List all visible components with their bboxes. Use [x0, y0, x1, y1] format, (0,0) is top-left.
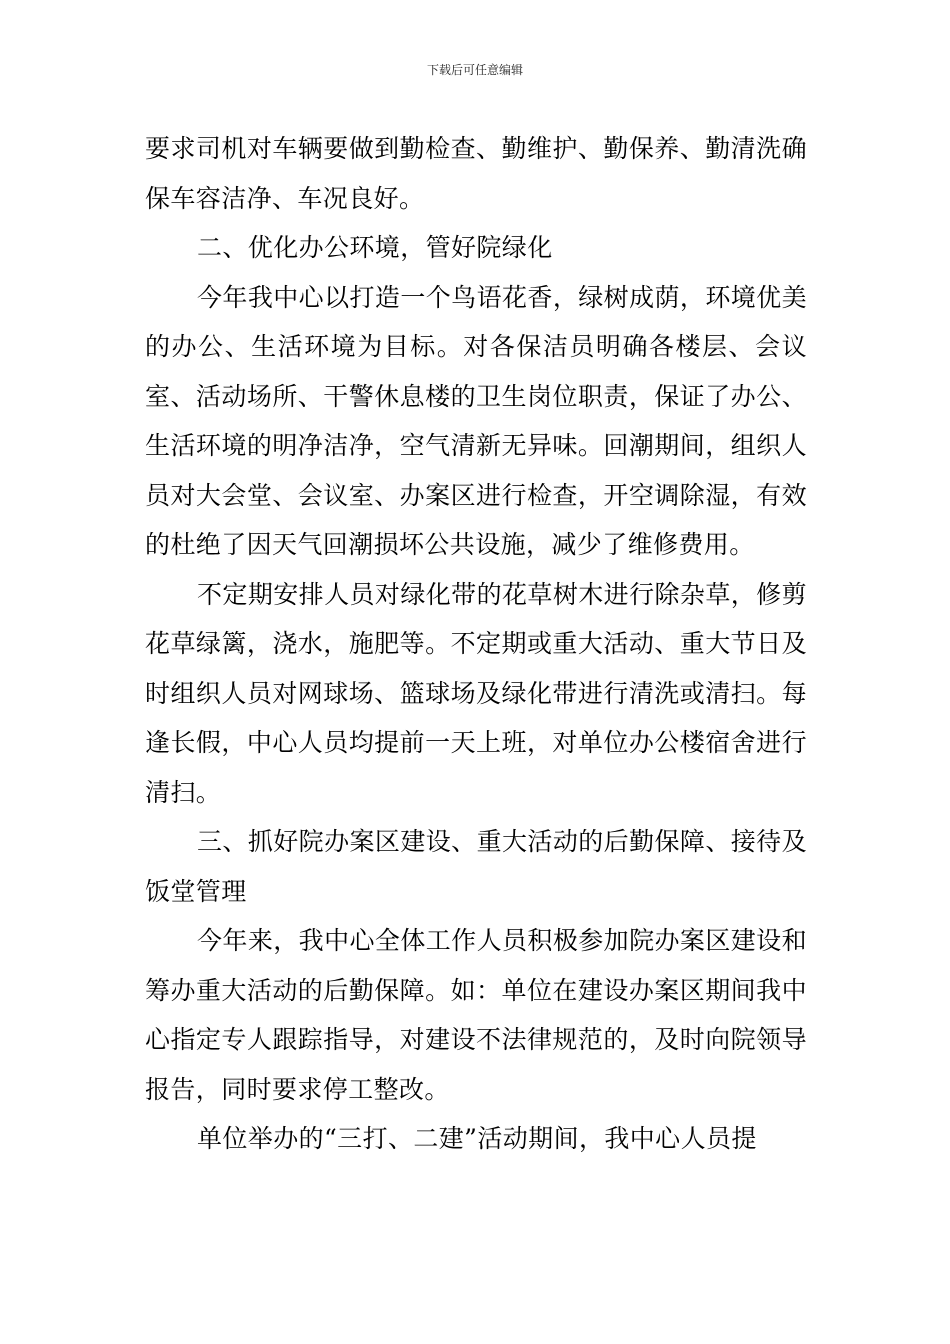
- section-heading-case-area: 三、抓好院办案区建设、重大活动的后勤保障、接待及饭堂管理: [145, 827, 807, 906]
- section-heading-office-environment: 二、优化办公环境，管好院绿化: [197, 233, 553, 262]
- paragraph-activity-period: 单位举办的“三打、二建”活动期间，我中心人员提: [197, 1124, 757, 1153]
- paragraph-environment-goal: 今年我中心以打造一个鸟语花香，绿树成荫，环境优美的办公、生活环境为目标。对各保洁员明确各楼层、会议室、活动场所、干警休息楼的卫生岗位职责，保证了办公、生活环境的明净洁净，空气清新无异味。回潮期间，组织人员对大会堂、会议室、办案区进行检查，开空调除湿，有效的杜绝了因天气回潮损坏公共设施，减少了维修费用。: [145, 282, 807, 559]
- document-body: [145, 124, 807, 1164]
- paragraph-logistics-support: 今年来，我中心全体工作人员积极参加院办案区建设和筹办重大活动的后勤保障。如：单位在建设办案区期间我中心指定专人跟踪指导，对建设不法律规范的，及时向院领导报告，同时要求停工整改。: [145, 926, 807, 1104]
- paragraph-greening-work: 不定期安排人员对绿化带的花草树木进行除杂草，修剪花草绿篱，浇水，施肥等。不定期或重大活动、重大节日及时组织人员对网球场、篮球场及绿化带进行清洗或清扫。每逢长假，中心人员均提前一天上班，对单位办公楼宿舍进行清扫。: [145, 579, 807, 807]
- page-header: 下载后可任意编辑: [426, 63, 523, 77]
- paragraph-vehicle-maintenance: 要求司机对车辆要做到勤检查、勤维护、勤保养、勤清洗确保车容洁净、车况良好。: [145, 134, 807, 213]
